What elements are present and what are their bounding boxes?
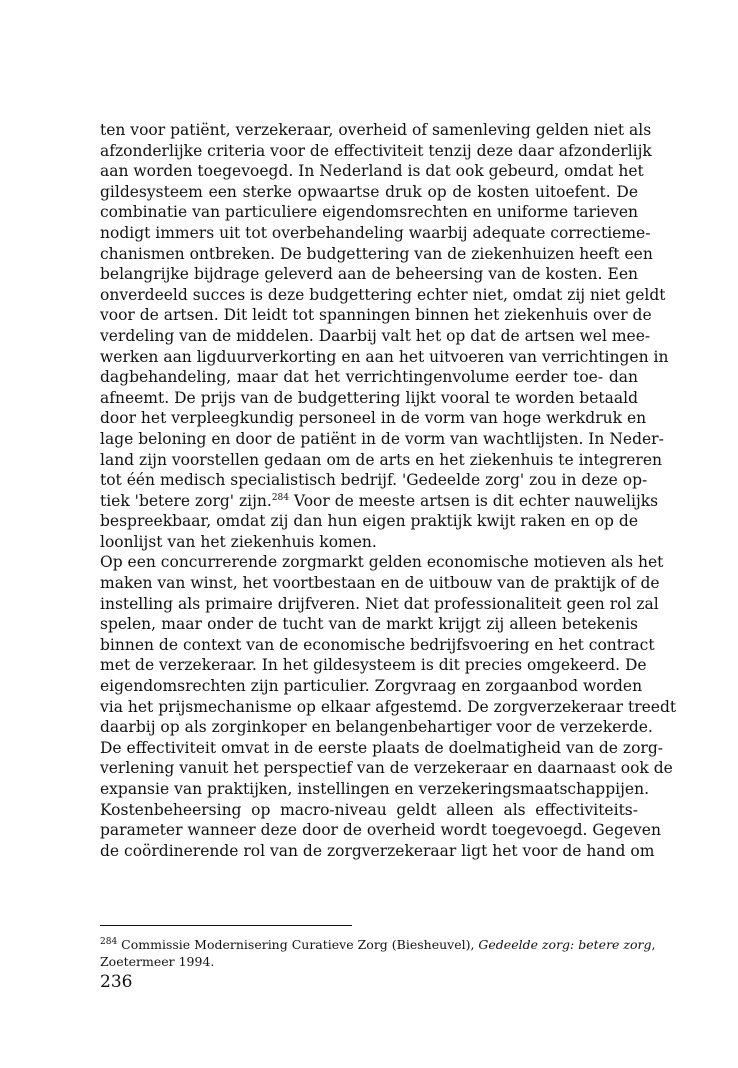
- text-line: tot één medisch specialistisch bedrijf. 'Gedeelde zorg' zou in deze op-: [100, 471, 648, 490]
- text-line: parameter wanneer deze door de overheid wordt toegevoegd. Gegeven: [100, 821, 661, 840]
- text-line: expansie van praktijken, instellingen en verzekeringsmaatschappijen.: [100, 780, 650, 798]
- text-line: nodigt immers uit tot overbehandeling waarbij adequate correctieme-: [100, 223, 651, 242]
- text-line: de coördinerende rol van de zorgverzekeraar ligt het voor de hand om: [100, 841, 655, 860]
- text-line: lage beloning en door de patiënt in de vorm van wachtlijsten. In Neder-: [100, 429, 664, 448]
- text-line: verdeling van de middelen. Daarbij valt het op dat de artsen wel mee-: [100, 326, 651, 345]
- text-line: Kostenbeheersing op macro-niveau geldt alleen als effectiviteits-: [100, 800, 638, 819]
- text-line: binnen de context van de economische bedrijfsvoering en het contract: [100, 635, 655, 654]
- text-line: instelling als primaire drijfveren. Niet dat professionaliteit geen rol zal: [100, 594, 659, 613]
- text-line: chanismen ontbreken. De budgettering van de ziekenhuizen heeft een: [100, 244, 653, 263]
- text-line: met de verzekeraar. In het gildesysteem is dit precies omgekeerd. De: [100, 656, 647, 675]
- text-line: voor de artsen. Dit leidt tot spanningen binnen het ziekenhuis over de: [100, 306, 652, 325]
- text-segment: tiek 'betere zorg' zijn.: [100, 491, 272, 510]
- text-line: werken aan ligduurverkorting en aan het uitvoeren van verrichtingen in: [100, 347, 669, 366]
- text-line-with-footnote-ref: [100, 491, 659, 512]
- text-line: onverdeeld succes is deze budgettering echter niet, omdat zij niet geldt: [100, 285, 666, 304]
- text-line: door het verpleegkundig personeel in de vorm van hoge werkdruk en: [100, 409, 647, 428]
- text-segment: Voor de meeste artsen is dit echter nauwelijks: [289, 491, 659, 510]
- text-line: Op een concurrerende zorgmarkt gelden economische motieven als het: [100, 553, 664, 572]
- footnote-line: Zoetermeer 1994.: [100, 954, 215, 969]
- footnote-title: Gedeelde zorg: betere zorg: [478, 937, 652, 952]
- text-line: belangrijke bijdrage geleverd aan de beheersing van de kosten. Een: [100, 265, 638, 284]
- text-line: land zijn voorstellen gedaan om de arts en het ziekenhuis te integreren: [100, 450, 662, 469]
- text-line: combinatie van particuliere eigendomsrechten en uniforme tarieven: [100, 203, 638, 222]
- footnote-reference[interactable]: 284: [271, 492, 289, 503]
- footnote-line: [100, 936, 656, 953]
- text-line: De effectiviteit omvat in de eerste plaats de doelmatigheid van de zorg-: [100, 738, 663, 757]
- text-line: aan worden toegevoegd. In Nederland is dat ook gebeurd, omdat het: [100, 162, 644, 181]
- text-line: daarbij op als zorginkoper en belangenbehartiger voor de verzekerde.: [100, 718, 653, 737]
- footnote-text: Commissie Modernisering Curatieve Zorg (Biesheuvel),: [117, 937, 479, 952]
- text-line: ten voor patiënt, verzekeraar, overheid of samenleving gelden niet als: [100, 121, 652, 139]
- text-line: maken van winst, het voortbestaan en de uitbouw van de praktijk of de: [100, 574, 660, 593]
- footnote: [100, 936, 656, 970]
- text-line: eigendomsrechten zijn particulier. Zorgvraag en zorgaanbod worden: [100, 677, 643, 696]
- text-line: afneemt. De prijs van de budgettering lijkt vooral te worden betaald: [100, 388, 638, 407]
- text-line: bespreekbaar, omdat zij dan hun eigen praktijk kwijt raken en op de: [100, 512, 638, 531]
- text-line: dagbehandeling, maar dat het verrichtingenvolume eerder toe- dan: [100, 368, 638, 387]
- text-line: verlening vanuit het perspectief van de verzekeraar en daarnaast ook de: [100, 759, 673, 778]
- page-number: 236: [100, 972, 133, 992]
- text-line: afzonderlijke criteria voor de effectiviteit tenzij deze daar afzonderlijk: [100, 141, 652, 160]
- footnote-divider: [100, 925, 352, 926]
- footnote-text: ,: [651, 937, 656, 952]
- text-line: via het prijsmechanisme op elkaar afgestemd. De zorgverzekeraar treedt: [100, 697, 677, 716]
- text-line: loonlijst van het ziekenhuis komen.: [100, 532, 377, 551]
- body-text: [100, 120, 677, 861]
- footnote-number: 284: [100, 936, 118, 947]
- text-line: spelen, maar onder de tucht van de markt krijgt zij alleen betekenis: [100, 615, 638, 634]
- text-line: gildesysteem een sterke opwaartse druk op de kosten uitoefent. De: [100, 182, 638, 201]
